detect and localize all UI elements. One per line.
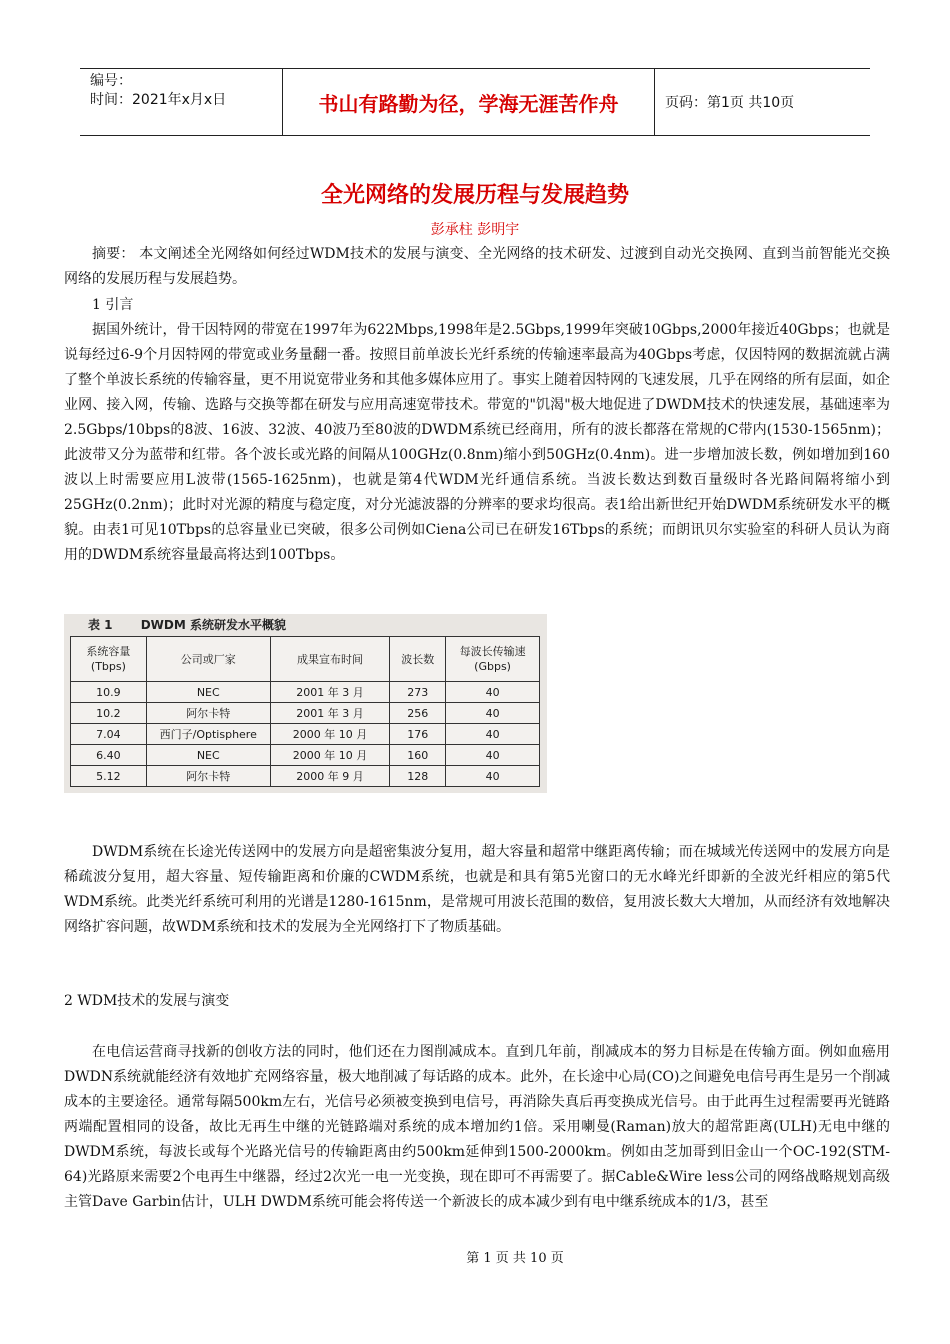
table-figure: [64, 614, 547, 793]
table-header-cell: 系统容量 (Tbps): [71, 637, 147, 682]
document-title: 全光网络的发展历程与发展趋势: [320, 183, 629, 208]
table-cell: 5.12: [71, 766, 147, 787]
table-cell: 2000 年 10 月: [270, 745, 390, 766]
header-date: 时间：2021年x月x日: [90, 92, 227, 108]
table-cell: 西门子/Optisphere: [146, 724, 270, 745]
table-cell: 40: [446, 766, 540, 787]
section-1-paragraph: 据国外统计，骨干因特网的带宽在1997年为622Mbps,1998年是2.5Gbps,1999年突破10Gbps,2000年接近40Gbps；也就是说每经过6-9个月因特网的带宽或业务量翻一番。按照目前单波长光纤系统的传输速率最高为40Gbps考虑，仅因特网的数据流就占满了整个单波长系统的传输容量，更不用说宽带业务和其他多媒体应用了。事实上随着因特网的飞速发展，几乎在网络的所有层面，如企业网、接入网，传输、选路与交换等都在研发与应用高速宽带技术。带宽的"饥渴"极大地促进了DWDM技术的快速发展，基础速率为2.5Gbps/10bps的8波、16波、32波、40波乃至80波的DWDM系统已经商用，所有的波长都落在常规的C带内(1530-1565nm)；此波带又分为蓝带和红带。各个波长或光路的间隔从100GHz(0.8nm)缩小到50GHz(0.4nm)。进一步增加波长数，例如增加到160波以上时需要应用L波带(1565-1625nm)，也就是第4代WDM光纤通信系统。当波长数达到数百量级时各光路间隔将缩小到25GHz(0.2nm)；此时对光源的精度与稳定度，对分光滤波器的分辨率的要求均很高。表1给出新世纪开始DWDM系统研发水平的概貌。由表1可见10Tbps的总容量业已突破，很多公司例如Ciena公司已在研发16Tbps的系统；而朗讯贝尔实验室的科研人员认为商用的DWDM系统容量最高将达到100Tbps。: [64, 322, 890, 563]
table-caption-number: 表 1: [88, 618, 113, 632]
section-1-heading: 1 引言: [92, 297, 134, 313]
section-2-paragraph: 在电信运营商寻找新的创收方法的同时，他们还在力图削减成本。直到几年前，削减成本的努力目标是在传输方面。例如血癌用DWDN系统就能经济有效地扩充网络容量，极大地削减了每话路的成本。此外，在长途中心局(CO)之间避免电信号再生是另一个削减成本的主要途径。通常每隔500km左右，光信号必须被变换到电信号，再消除失真后再变换成光信号。由于此再生过程需要再光链路两端配置相同的设备，故比无再生中继的光链路端对系统的成本增加约1倍。采用喇曼(Raman)放大的超常距离(ULH)无电中继的DWDM系统，每波长或每个光路光信号的传输距离由约500km延伸到1500-2000km。例如由芝加哥到旧金山一个OC-192(STM-64)光路原来需要2个电再生中继器，经过2次光一电一光变换，现在即可不再需要了。据Cable&Wire less公司的网络战略规划高级主管Dave Garbin估计，ULH DWDM系统可能会将传送一个新波长的成本减少到有电中继系统成本的1/3，甚至: [64, 1044, 890, 1210]
table-row: [71, 682, 540, 703]
table-header-cell: 公司或厂家: [146, 637, 270, 682]
table-cell: 2000 年 10 月: [270, 724, 390, 745]
table-caption: [88, 616, 286, 633]
table-row: [71, 745, 540, 766]
table-cell: 2001 年 3 月: [270, 703, 390, 724]
table-cell: 2000 年 9 月: [270, 766, 390, 787]
table-cell: 阿尔卡特: [146, 766, 270, 787]
post-table-paragraph: DWDM系统在长途光传送网中的发展方向是超密集波分复用，超大容量和超常中继距离传输；而在城域光传送网中的发展方向是稀疏波分复用，超大容量、短传输距离和价廉的CWDM系统，也就是和具有第5光窗口的无水峰光纤即新的全波光纤相应的第5代WDM系统。此类光纤系统可利用的光谱是1280-1615nm，是常规可用波长范围的数倍，复用波长数大大增加，从而经济有效地解决网络扩容问题，故WDM系统和技术的发展为全光网络打下了物质基础。: [64, 844, 890, 935]
table-cell: NEC: [146, 745, 270, 766]
table-cell: 176: [390, 724, 446, 745]
header-code: 编号：: [90, 73, 132, 89]
section-2-body: [64, 1040, 890, 1215]
table-header-cell: 每波长传输速 (Gbps): [446, 637, 540, 682]
section-1-body: [64, 318, 890, 568]
table-cell: 40: [446, 703, 540, 724]
table-header-cell: 波长数: [390, 637, 446, 682]
table-row: [71, 766, 540, 787]
table-cell: 阿尔卡特: [146, 703, 270, 724]
table-cell: 40: [446, 682, 540, 703]
dwdm-table: [70, 636, 540, 787]
table-header-cell: 成果宣布时间: [270, 637, 390, 682]
table-cell: 128: [390, 766, 446, 787]
abstract: [64, 242, 890, 292]
header-motto: 书山有路勤为径，学海无涯苦作舟: [283, 69, 655, 135]
header-page-number: 页码：第1页 共10页: [665, 95, 795, 111]
table-cell: 2001 年 3 月: [270, 682, 390, 703]
document-authors: 彭承柱 彭明宇: [430, 222, 520, 238]
table-row: [71, 703, 540, 724]
table-row: [71, 724, 540, 745]
table-cell: 273: [390, 682, 446, 703]
header-info: [80, 69, 283, 135]
table-caption-title: DWDM 系统研发水平概貌: [140, 618, 286, 632]
table-cell: 40: [446, 724, 540, 745]
page-header: [80, 68, 870, 136]
section-2-heading: 2 WDM技术的发展与演变: [64, 993, 230, 1009]
table-cell: 256: [390, 703, 446, 724]
table-cell: 10.9: [71, 682, 147, 703]
table-cell: NEC: [146, 682, 270, 703]
post-table-body: [64, 840, 890, 940]
table-header-row: [71, 637, 540, 682]
table-cell: 6.40: [71, 745, 147, 766]
page-footer: 第 1 页 共 10 页: [466, 1251, 564, 1266]
table-cell: 160: [390, 745, 446, 766]
abstract-text: 摘要： 本文阐述全光网络如何经过WDM技术的发展与演变、全光网络的技术研发、过渡到自动光交换网、直到当前智能光交换网络的发展历程与发展趋势。: [64, 246, 890, 287]
table-cell: 7.04: [71, 724, 147, 745]
table-cell: 40: [446, 745, 540, 766]
table-cell: 10.2: [71, 703, 147, 724]
